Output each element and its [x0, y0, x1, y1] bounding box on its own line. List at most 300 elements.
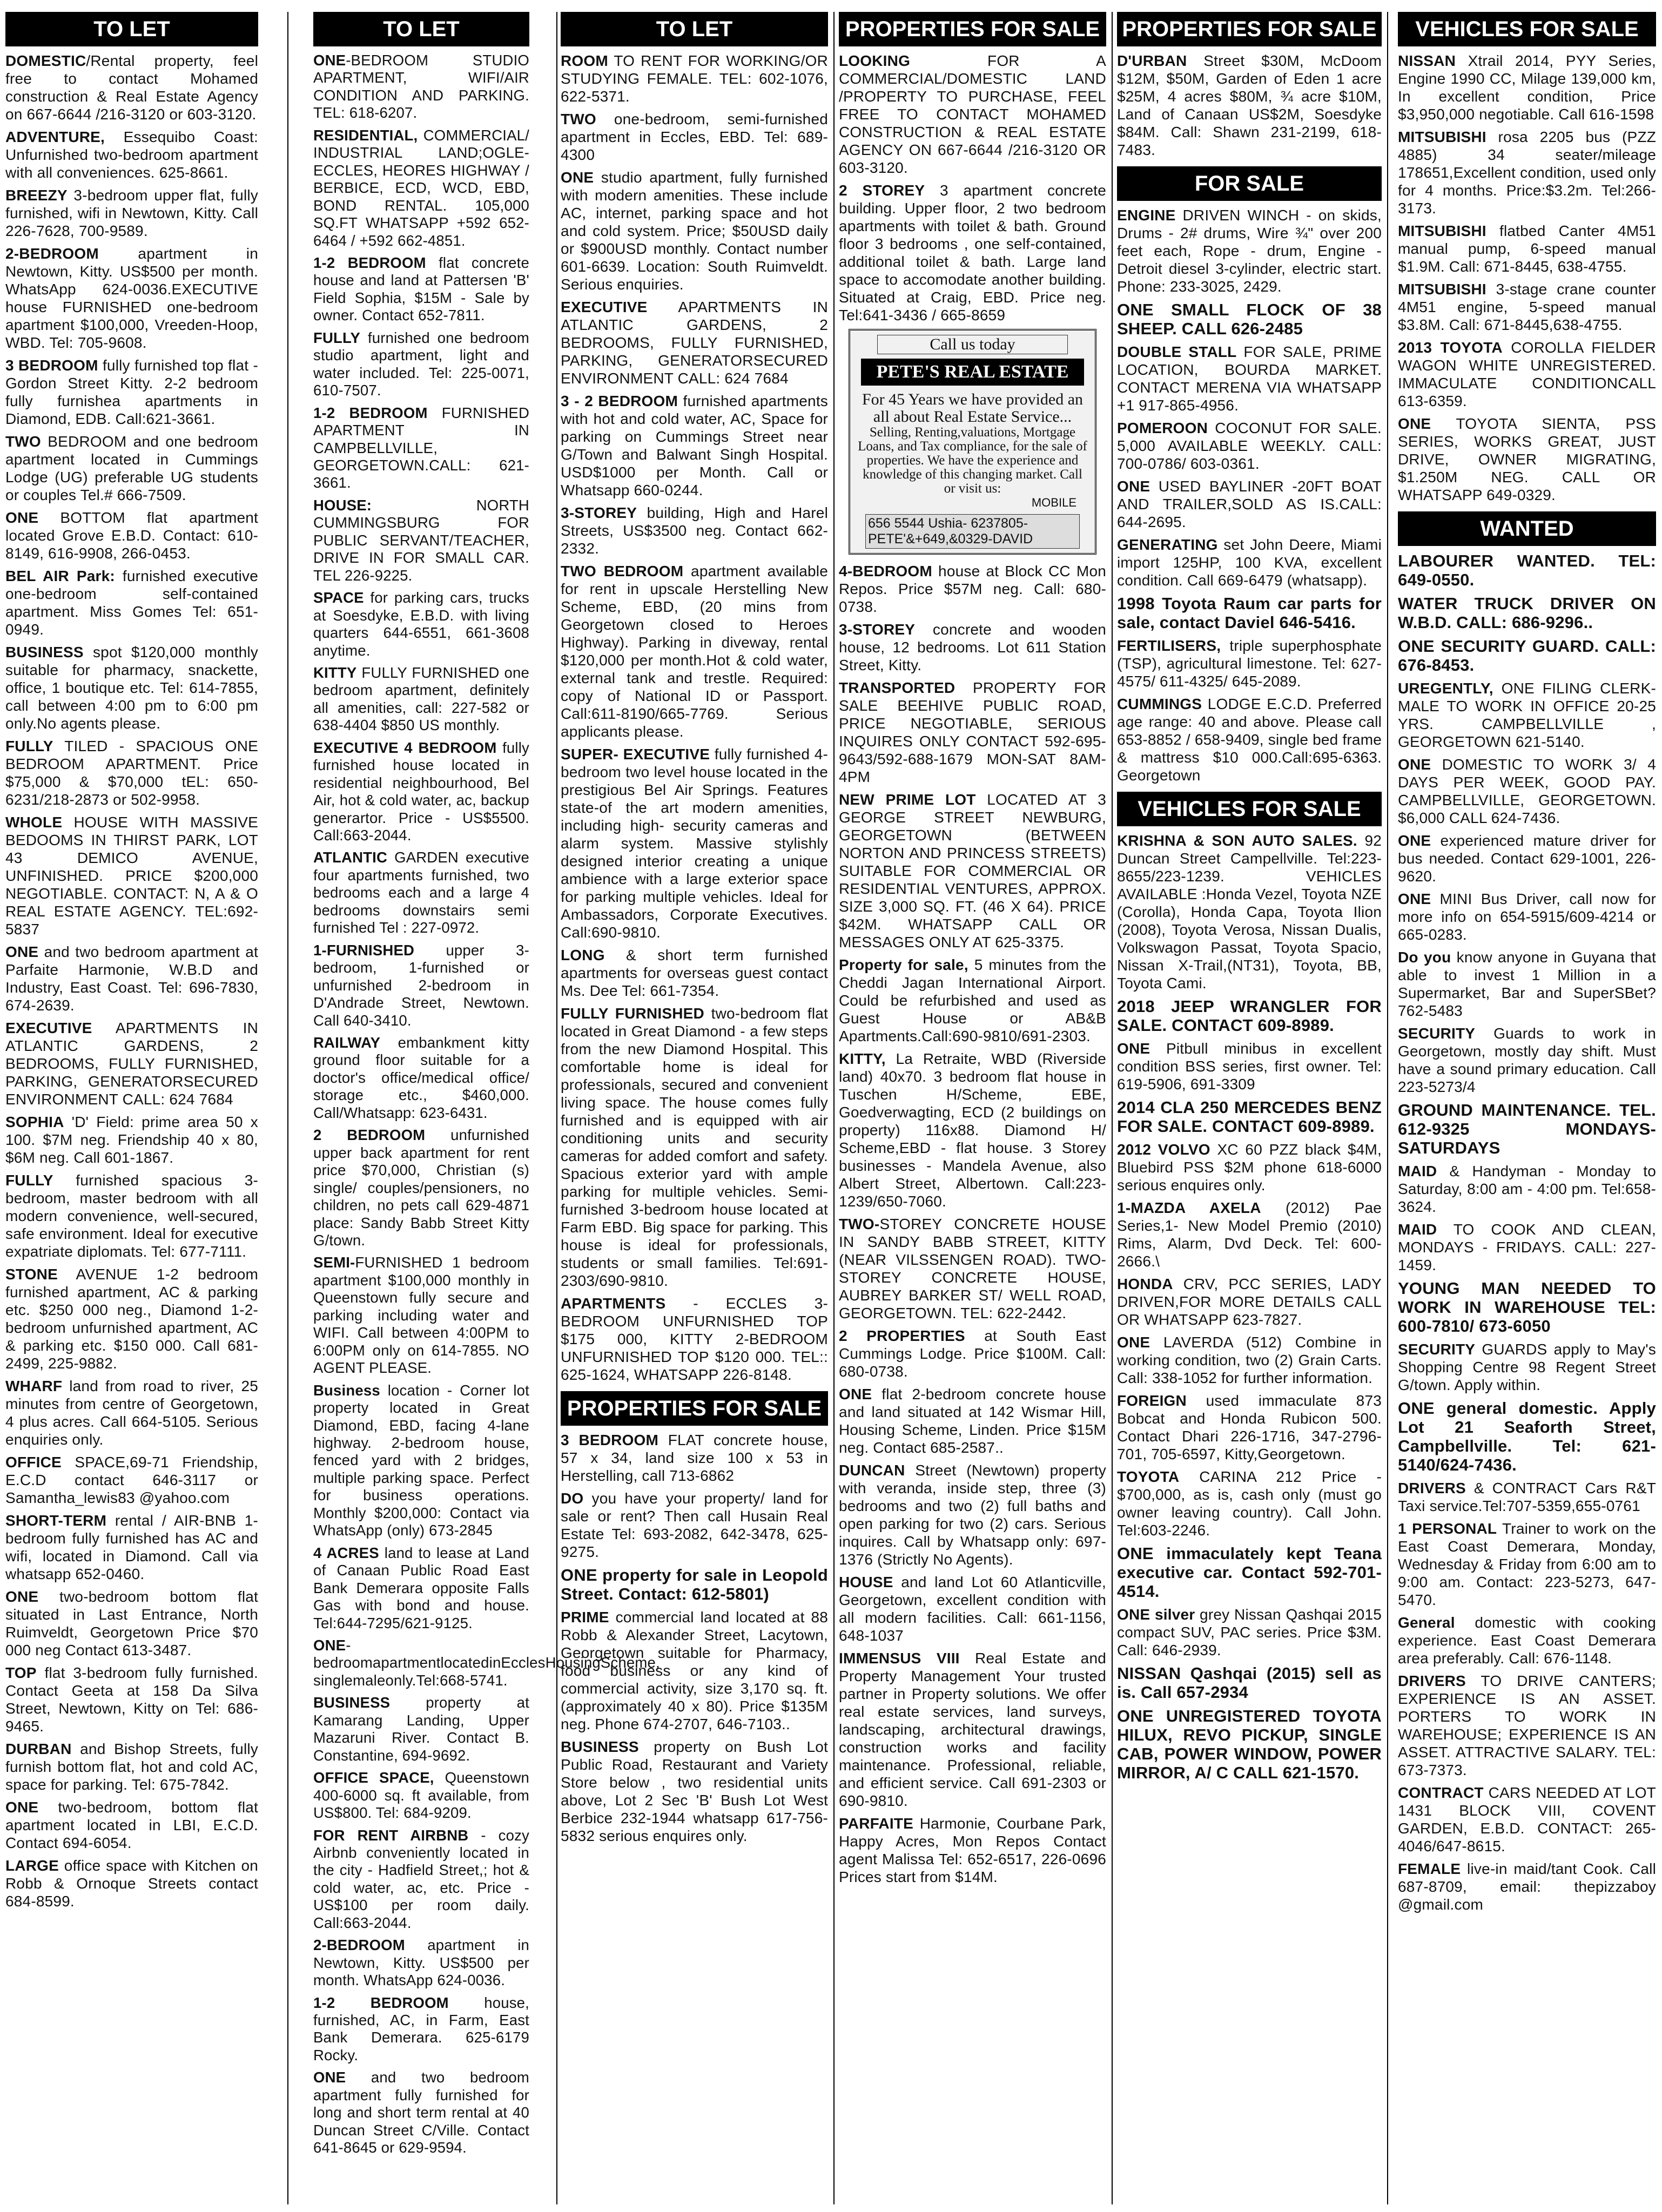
ad-lead-text: ONE	[1117, 478, 1150, 495]
classified-ad	[1398, 1024, 1656, 1096]
classified-ad	[561, 1004, 828, 1290]
ad-body-text: embankment kitty ground floor suitable for a doctor's office/medical office/ storage etc., $460,000. Call/Whatsapp: 623-6431.	[313, 1034, 529, 1121]
ad-lead-text: STONE	[5, 1266, 58, 1283]
column-to-let-1	[5, 12, 258, 2204]
ad-lead-text: UREGENTLY,	[1398, 680, 1493, 697]
ad-lead-text: TOP	[5, 1664, 37, 1681]
classified-ad	[5, 433, 258, 504]
ad-body-text: experienced mature driver for bus needed. Contact 629-1001, 226-9620.	[1398, 832, 1656, 885]
classified-ad	[313, 2069, 529, 2156]
classified-ad	[1117, 594, 1382, 632]
classified-ad	[1117, 695, 1382, 784]
classified-ad	[313, 1545, 529, 1632]
ad-contact-numbers: 656 5544 Ushia- 6237805- PETE'&+649,&0329-DAVID	[865, 514, 1080, 549]
ad-body-text: For 45 Years we have provided an all about Real Estate Service...	[862, 390, 1084, 426]
classified-ad	[313, 127, 529, 249]
ad-body-text: - cozy Airbnb conveniently located in the city - Hadfield Street,; hot & cold water, ac, etc. Price - US$100 per room daily. Call:663-2044.	[313, 1826, 529, 1931]
ad-lead-text: NEW PRIME LOT	[839, 791, 976, 808]
classified-ad	[839, 956, 1106, 1045]
ad-body-text: flat concrete house and land at Pattersen 'B' Field Sophia, $15M - Sale by owner. Contact 652-7811.	[313, 254, 529, 324]
ad-body-text: Guards to work in Georgetown, mostly day shift. Must have a sound primary education. Call 223-5273/4	[1398, 1025, 1656, 1095]
classified-ad	[5, 356, 258, 428]
classified-ad	[5, 737, 258, 808]
ad-body-text: fully furnished 4-bedroom two level house located in the prestigious Bel Air Springs. Features state-of the art modern amenities, including high- security cameras and alarm system. Massive stylishly designed interior creating a unique ambience with a large exterior space for parking multiple vehicles. Ideal for Ambassadors, Corporate Executives. Call:690-9810.	[561, 746, 828, 941]
section-header: TO LET	[5, 12, 258, 46]
ad-lead-text: SEMI-	[313, 1254, 355, 1271]
classified-ad	[1117, 477, 1382, 531]
classified-ad	[1117, 300, 1382, 338]
section-header: WANTED	[1398, 511, 1656, 546]
ad-body-text: commercial land located at 88 Robb & Alexander Street, Lacytown, Georgetown suitable for Pharmacy, food business or any kind of commercial activity, size 3,170 sq. ft. (approximately 40 x 80). Price $135M neg. Phone 674-2707, 646-7103..	[561, 1609, 828, 1732]
ad-body-text: Xtrail 2014, PYY Series, Engine 1990 CC, Milage 139,000 km, In excellent condition, Price $3,950,000 negotiable. Call 616-1598	[1398, 52, 1656, 123]
classified-ad	[561, 1489, 828, 1561]
classified-ad	[839, 679, 1106, 786]
ad-lead-text: ONE SECURITY GUARD. CALL: 676-8453.	[1398, 637, 1656, 675]
ad-body-text: rental / AIR-BNB 1-bedroom fully furnished has AC and wifi, located in Diamond. Call via whatsapp 652-0460.	[5, 1512, 258, 1582]
ad-body-text: location - Corner lot property located in Great Diamond, EBD, facing 4-lane highway. 2-bedroom house, fenced yard with 2 bridges, multiple parking space. Perfect for business operations. Monthly $200,000: Contact via WhatsApp (only) 673-2845	[313, 1381, 529, 1539]
ad-body-text: COCONUT FOR SALE. 5,000 AVAILABLE WEEKLY. CALL: 700-0786/ 603-0361.	[1117, 420, 1382, 472]
ad-body-text: triple superphosphate (TSP), agricultural limestone. Tel: 627-4575/ 611-4325/ 645-2089.	[1117, 637, 1382, 690]
ad-lead-text: LOOKING	[839, 52, 911, 69]
ad-lead-text: 2 STOREY	[839, 182, 925, 199]
classified-ad	[1398, 1860, 1656, 1913]
ad-lead-text: MITSUBISHI	[1398, 129, 1486, 145]
classified-ad	[1117, 206, 1382, 295]
ad-body-text: office space with Kitchen on Robb & Ornoque Streets contact 684-8599.	[5, 1857, 258, 1910]
ad-lead-text: NISSAN Qashqai (2015) sell as is. Call 657-2934	[1117, 1664, 1382, 1702]
ad-lead-text: 1998 Toyota Raum car parts for sale, contact Daviel 646-5416.	[1117, 594, 1382, 632]
classified-ad	[1117, 52, 1382, 159]
ad-body-text: one-bedroom, semi-furnished apartment in Eccles, EBD. Tel: 689-4300	[561, 111, 828, 163]
ad-lead-text: 1-2 BEDROOM	[313, 1994, 449, 2011]
ad-body-text: DRIVEN WINCH - on skids, Drums - 2# drums, Wire ¾" over 200 feet each, Rope - drum, Engine - Detroit diesel 3-cylinder, electric start. Phone: 233-3025, 2429.	[1117, 207, 1382, 295]
ad-body-text: BOTTOM flat apartment located Grove E.B.D. Contact: 610-8149, 616-9908, 266-0453.	[5, 509, 258, 562]
classified-ad	[1398, 415, 1656, 504]
ad-body-text: COROLLA FIELDER WAGON WHITE UNREGISTERED. IMMACULATE CONDITIONCALL 613-6359.	[1398, 339, 1656, 409]
ad-body-text: for parking cars, trucks at Soesdyke, E.B.D. with living quarters 644-6551, 661-3608 anytime.	[313, 589, 529, 659]
classified-ad	[561, 562, 828, 740]
ad-lead-text: FOR RENT AIRBNB	[313, 1826, 469, 1844]
classified-ad	[1398, 339, 1656, 410]
classified-ad	[1117, 637, 1382, 690]
ad-lead-text: EXECUTIVE	[561, 299, 648, 315]
ad-body-text: set John Deere, Miami import 125HP, 100 KVA, excellent condition. Call 669-6479 (whatsapp).	[1117, 536, 1382, 589]
classified-ad	[561, 392, 828, 499]
ad-body-text: furnished spacious 3-bedroom, master bedroom with all modern convenience, well-secured, safe environment. Ideal for executive expatriate diplomats. Tel: 677-7111.	[5, 1172, 258, 1260]
classified-ad	[839, 1649, 1106, 1810]
classified-ad	[1398, 832, 1656, 885]
ad-body-text: Real Estate and Property Management Your trusted partner in Property solutions. We offer real estate services, land surveys, landscaping, architectural drawings, construction works and facility maintenance. Professional, reliable, and efficient service. Call 691-2303 or 690-9810.	[839, 1650, 1106, 1809]
ad-lead-text: EXECUTIVE	[5, 1020, 92, 1036]
classified-ad	[1117, 343, 1382, 414]
classified-ad	[1117, 832, 1382, 992]
classified-ad	[1398, 1279, 1656, 1336]
ad-body-text: rosa 2205 bus (PZZ 4885) 34 seater/mileage 178651,Excellent condition, used only for 4 months. Price:$3.2m. Tel:266-3173.	[1398, 129, 1656, 217]
ad-body-text: spot $120,000 monthly suitable for pharmacy, snackette, office, 1 boutique etc. Tel: 614-7855, call between 4:00 pm to 6:00 pm only.No agents please.	[5, 644, 258, 732]
classified-ad	[1117, 419, 1382, 473]
ad-body-text: /Rental property, feel free to contact Mohamed construction & Real Estate Agency on 667-6644 /216-3120 or 603-3120.	[5, 52, 258, 123]
ad-lead-text: ONE	[5, 1588, 39, 1605]
ad-body-text: and land Lot 60 Atlanticville, Georgetown, excellent condition with all modern facilities. Call: 661-1156, 648-1037	[839, 1574, 1106, 1644]
ad-lead-text: ENGINE	[1117, 207, 1176, 224]
ad-body-text: building, High and Harel Streets, US$3500 neg. Contact 662-2332.	[561, 504, 828, 557]
classified-ad	[313, 1769, 529, 1822]
ad-lead-text: DRIVERS	[1398, 1673, 1466, 1689]
column-divider	[287, 12, 288, 2204]
classified-ad	[1117, 1392, 1382, 1463]
ad-body-text: Queenstown 400-6000 sq. ft available, from US$800. Tel: 684-9209.	[313, 1769, 530, 1822]
ad-lead-text: 2018 JEEP WRANGLER FOR SALE. CONTACT 609-8989.	[1117, 997, 1382, 1035]
ad-lead-text: ONE silver	[1117, 1606, 1195, 1623]
classified-ad	[839, 1461, 1106, 1568]
ad-lead-text: 3-STOREY	[561, 504, 637, 521]
classified-ad	[5, 1740, 258, 1793]
ad-body-text: house at Block CC Mon Repos. Price $57M neg. Call: 680-0738.	[839, 563, 1106, 615]
classified-ad	[561, 1566, 828, 1603]
classified-ad	[1117, 1664, 1382, 1702]
column-divider	[1387, 12, 1388, 2204]
ad-body-text: upper 3-bedroom, 1-furnished or unfurnished 2-bedroom in D'Andrade Street, Newtown. Call 640-3410.	[313, 941, 529, 1029]
ad-lead-text: GENERATING	[1117, 536, 1218, 553]
ad-lead-text: 1-2 BEDROOM	[313, 404, 428, 421]
ad-lead-text: SUPER- EXECUTIVE	[561, 746, 710, 763]
ad-body-text: unfurnished upper back apartment for rent price $70,000, Christian (s) single/ couples/pensioners, no children, no pets call 629-4871 place: Sandy Babb Street Kitty G/town.	[313, 1127, 529, 1249]
ad-lead-text: 4-BEDROOM	[839, 563, 932, 579]
classified-ad	[5, 509, 258, 562]
classified-ad	[5, 943, 258, 1014]
classified-ad	[5, 1265, 258, 1372]
classified-ad	[5, 52, 258, 123]
classified-ad	[1398, 1614, 1656, 1667]
ad-body-text: HOUSE WITH MASSIVE BEDOOMS IN THIRST PARK, LOT 43 DEMICO AVENUE, UNFINISHED. PRICE $200,000 NEGOTIABLE. CONTACT: N, A & O REAL ESTATE AGENCY. TEL:692-5837	[5, 814, 258, 938]
classified-ad	[313, 1994, 529, 2065]
ad-lead-text: ONE	[5, 943, 39, 960]
ad-body-text: FURNISHED APARTMENT IN CAMPBELLVILLE, GEORGETOWN.CALL: 621-3661.	[313, 404, 530, 491]
section-header: PROPERTIES FOR SALE	[561, 1391, 828, 1426]
ad-body-text: 3 apartment concrete building. Upper floor, 2 two bedroom apartments with toilet & bath. Ground floor 3 bedrooms , one self-contained, additional toilet & bath. Large land space to accomodate another building. Situated at Craig, EBD. Price neg. Tel:641-3436 / 665-8659	[839, 182, 1107, 323]
ad-lead-text: SECURITY	[1398, 1341, 1476, 1358]
classified-ad	[5, 1377, 258, 1448]
ad-lead-text: 1-MAZDA AXELA	[1117, 1199, 1261, 1216]
classified-ad	[5, 567, 258, 638]
ad-body-text: TOYOTA SIENTA, PSS SERIES, WORKS GREAT, JUST DRIVE, OWNER MIGRATING, $1.250M NEG. CALL OR WHATSAPP 649-0329.	[1398, 415, 1656, 503]
classified-ad	[561, 1738, 828, 1845]
ad-lead-text: ONE	[313, 2069, 346, 2086]
section-header: VEHICLES FOR SALE	[1117, 792, 1382, 826]
classified-ad	[561, 946, 828, 1000]
classified-ad	[313, 739, 529, 845]
classified-ad	[561, 52, 828, 105]
ad-body-text: DOMESTIC TO WORK 3/ 4 DAYS PER WEEK, GOOD PAY. CAMPBELLVILLE, GEORGETOWN. $6,000 CALL 624-7436.	[1398, 756, 1656, 826]
ad-body-text: TO RENT FOR WORKING/OR STUDYING FEMALE. TEL: 602-1076, 622-5371.	[561, 52, 828, 105]
classified-ad	[5, 186, 258, 240]
classified-ad	[313, 1254, 529, 1377]
classified-ad	[1117, 1333, 1382, 1387]
ad-body-text: 3-bedroom upper flat, fully furnished, wifi in Newtown, Kitty. Call 226-7628, 700-9589.	[5, 187, 258, 239]
petes-real-estate-ad	[849, 329, 1096, 555]
classified-ad	[1117, 997, 1382, 1035]
ad-body-text: two-bedroom flat located in Great Diamond - a few steps from the new Diamond Hospital. This comfortable home is ideal for professionals, secured and convenient living space. The house comes fully furnished and is equipped with air conditioning units and security cameras for added comfort and safety. Spacious exterior yard with ample parking for multiple vehicles. Semi- furnished 3-bedroom house located at Farm EBD. Big space for parking. This house is ideal for professionals, students or small families. Tel:691-2303/690-9810.	[561, 1005, 829, 1289]
classified-ad	[5, 1019, 258, 1108]
classified-ad	[1117, 1468, 1382, 1539]
ad-lead-text: TWO	[5, 433, 41, 450]
ad-lead-text: LARGE	[5, 1857, 59, 1874]
classified-ad	[5, 1113, 258, 1166]
ad-body-text: furnished one bedroom studio apartment, light and water included. Tel: 225-0071, 610-7507.	[313, 329, 529, 399]
ad-lead-text: 2 BEDROOM	[313, 1127, 426, 1144]
ad-lead-text: MAID	[1398, 1221, 1437, 1238]
ad-body-text: -bedroomapartmentlocatedinEcclesHousingScheme, singlemaleonly.Tel:668-5741.	[313, 1636, 660, 1689]
classified-ad	[1398, 280, 1656, 334]
ad-body-text: & short term furnished apartments for overseas guest contact Ms. Dee Tel: 661-7354.	[561, 947, 828, 999]
ad-lead-text: HONDA	[1117, 1276, 1173, 1292]
ad-lead-text: FEMALE	[1398, 1860, 1461, 1877]
classified-ad	[1117, 1098, 1382, 1136]
column-to-let-3	[561, 12, 828, 2204]
ad-lead-text: KITTY	[313, 664, 357, 681]
ad-body-text: CARINA 212 Price - $700,000, as is, cash only (must go owner leaving country). Call John. Tel:603-2246.	[1117, 1468, 1382, 1539]
ad-lead-text: MAID	[1398, 1163, 1437, 1179]
ad-body-text: SPACE,69-71 Friendship, E.C.D contact 646-3117 or Samantha_lewis83 @yahoo.com	[5, 1454, 258, 1506]
ad-body-text: used immaculate 873 Bobcat and Honda Rubicon 500. Contact Dhari 226-1716, 347-2796-701, 705-6597, Kitty,Georgetown.	[1117, 1392, 1382, 1462]
ad-lead-text: DUNCAN	[839, 1462, 905, 1479]
classified-ad	[1398, 1399, 1656, 1474]
classified-ad	[313, 254, 529, 325]
classified-ad	[313, 329, 529, 400]
ad-body-text: NORTH CUMMINGSBURG FOR PUBLIC SERVANT/TEACHER, DRIVE IN FOR SMALL CAR. TEL 226-9225.	[313, 496, 529, 584]
ad-body-text: studio apartment, fully furnished with modern amenities. These include AC, internet, parking space and hot and cold system. Price; $50USD daily or $900USD monthly. Contact number 601-6639. Location: South Ruimveldt. Serious enquiries.	[561, 169, 828, 293]
ad-body-text: flat 3-bedroom fully furnished. Contact Geeta at 158 Da Silva Street, Newtown, Kitty on Tel: 686-9465.	[5, 1664, 258, 1735]
ad-body-text: PROPERTY FOR SALE BEEHIVE PUBLIC ROAD, PRICE NEGOTIABLE, SERIOUS INQUIRES ONLY CONTACT 592-695-9643/592-688-1679 MON-SAT 8AM-4PM	[839, 679, 1106, 785]
classified-ad	[313, 497, 529, 584]
ad-lead-text: 2013 TOYOTA	[1398, 339, 1503, 356]
classified-ad	[5, 813, 258, 938]
ad-lead-text: ONE	[5, 509, 39, 526]
ad-lead-text: ONE UNREGISTERED TOYOTA HILUX, REVO PICKUP, SINGLE CAB, POWER WINDOW, POWER MIRROR, A/ C CALL 621-1570.	[1117, 1707, 1382, 1782]
ad-lead-text: Do you	[1398, 949, 1451, 966]
ad-lead-text: 1-FURNISHED	[313, 941, 415, 959]
ad-body-text: FLAT concrete house, 57 x 34, land size 100 x 53 in Herstelling, call 713-6862	[561, 1432, 828, 1484]
classified-ad	[839, 1050, 1106, 1210]
ad-body-text: CRV, PCC SERIES, LADY DRIVEN,FOR MORE DETAILS CALL OR WHATSAPP 623-7827.	[1117, 1276, 1382, 1328]
ad-body-text: TO DRIVE CANTERS; EXPERIENCE IS AN ASSET. PORTERS TO WORK IN WAREHOUSE; EXPERIENCE IS AN ASSET. ATTRACTIVE SALARY. TEL: 673-7373.	[1398, 1673, 1656, 1778]
classified-ad	[839, 1215, 1106, 1322]
ad-body-text: XC 60 PZZ black $4M, Bluebird PSS $2M phone 618-6000 serious enquires only.	[1117, 1141, 1382, 1193]
ad-lead-text: ATLANTIC	[313, 849, 388, 866]
classified-ad	[313, 664, 529, 734]
classified-ad	[1398, 637, 1656, 675]
ad-lead-text: FULLY	[5, 1172, 53, 1189]
classified-ad	[1398, 222, 1656, 275]
ad-lead-text: GROUND MAINTENANCE. TEL. 612-9325 MONDAYS-SATURDAYS	[1398, 1101, 1656, 1157]
ad-lead-text: APARTMENTS	[561, 1295, 666, 1312]
ad-lead-text: ONE	[1398, 415, 1431, 432]
classified-ad	[5, 1857, 258, 1910]
ad-lead-text: ROOM	[561, 52, 608, 69]
ad-body-text: you have your property/ land for sale or rent? Then call Husain Real Estate Tel: 693-2082, 642-3478, 625-9275.	[561, 1490, 828, 1560]
ad-lead-text: 1 PERSONAL	[1398, 1520, 1497, 1537]
ad-lead-text: DOUBLE STALL	[1117, 343, 1237, 360]
classified-ad	[5, 643, 258, 732]
ad-body-text: ONE FILING CLERK- MALE TO WORK IN OFFICE 20-25 YRS. CAMPBELLVILLE , GEORGETOWN 621-5140.	[1398, 680, 1656, 750]
ad-lead-text: BEL AIR Park:	[5, 568, 115, 584]
ad-body-text: APARTMENTS IN ATLANTIC GARDENS, 2 BEDROOMS, FULLY FURNISHED, PARKING, GENERATORSECURED ENVIRONMENT CALL: 624 7684	[5, 1020, 258, 1108]
ad-lead-text: 2-BEDROOM	[313, 1937, 405, 1954]
ad-lead-text: SECURITY	[1398, 1025, 1476, 1042]
ad-lead-text: MITSUBISHI	[1398, 222, 1486, 239]
ad-lead-text: SOPHIA	[5, 1114, 64, 1130]
classified-ad	[1117, 1141, 1382, 1194]
ad-lead-text: OFFICE	[5, 1454, 62, 1471]
ad-lead-text: ONE	[839, 1386, 872, 1402]
classified-ad	[1117, 1040, 1382, 1093]
classified-ad	[1398, 1520, 1656, 1609]
classified-ad	[561, 110, 828, 164]
ad-lead-text: PRIME	[561, 1609, 609, 1626]
ad-lead-text: IMMENSUS VIII	[839, 1650, 960, 1667]
ad-lead-text: 3 BEDROOM	[561, 1432, 659, 1448]
ad-body-text: Street $30M, McDoom $12M, $50M, Garden of Eden 1 acre $25M, 4 acres $80M, ¾ acre $10M, Land of Canaan US$2M, Soesdyke $84M. Call: Shawn 231-2199, 618-7483.	[1117, 52, 1382, 158]
ad-body-text: -BEDROOM STUDIO APARTMENT, WIFI/AIR CONDITION AND PARKING. TEL: 618-6207.	[313, 52, 529, 122]
ad-body-text: property on Bush Lot Public Road, Restaurant and Variety Store below , two residential units above, Lot 2 Sec 'B' Bush Lot West Berbice 232-1944 whatsapp 617-756-5832 serious enquires only.	[561, 1738, 828, 1844]
ad-body-text: two-bedroom, bottom flat apartment located in LBI, E.C.D. Contact 694-6054.	[5, 1799, 258, 1851]
ad-lead-text: 2012 VOLVO	[1117, 1141, 1210, 1158]
column-divider	[833, 12, 835, 2204]
ad-lead-text: FULLY FURNISHED	[561, 1005, 704, 1022]
ad-lead-text: BUSINESS	[561, 1738, 639, 1755]
ad-lead-text: BREEZY	[5, 187, 68, 204]
ad-lead-text: DRIVERS	[1398, 1480, 1466, 1496]
ad-lead-text: DOMESTIC	[5, 52, 86, 69]
ad-body-text: apartment in Newtown, Kitty. US$500 per month. WhatsApp 624-0036.	[313, 1937, 529, 1989]
classified-ad	[839, 181, 1106, 324]
ad-body-text: APARTMENTS IN ATLANTIC GARDENS, 2 BEDROOMS, FULLY FURNISHED, PARKING, GENERATORSECURED ENVIRONMENT CALL: 624 7684	[561, 299, 828, 387]
ad-body-text: LOCATED AT 3 GEORGE STREET NEWBURG, GEORGETOWN (BETWEEN NORTON AND PRINCESS STREETS) SUITABLE FOR COMMERCIAL OR RESIDENTIAL VENTURES, APPROX. SIZE 3,000 SQ. FT. (46 X 64). PRICE $42M. WHATSAPP CALL OR MESSAGES ONLY AT 625-3375.	[839, 791, 1106, 950]
ad-lead-text: 4 ACRES	[313, 1544, 379, 1561]
column-vehicles-and-wanted	[1398, 12, 1656, 2204]
ad-body-text: CARS NEEDED AT LOT 1431 BLOCK VIII, COVENT GARDEN, E.B.D. CONTACT: 265-4046/647-8615.	[1398, 1784, 1656, 1854]
classified-ad	[1398, 1101, 1656, 1157]
ad-body-text: property at Kamarang Landing, Upper Mazaruni River. Contact B. Constantine, 694-9692.	[313, 1694, 529, 1764]
ad-lead-text: 2014 CLA 250 MERCEDES BENZ FOR SALE. CONTACT 609-8989.	[1117, 1098, 1382, 1136]
classified-ad	[5, 128, 258, 181]
classified-ad	[1398, 679, 1656, 751]
classified-ad	[1398, 1784, 1656, 1855]
ad-lead-text: RESIDENTIAL,	[313, 126, 418, 144]
classified-ad	[1398, 1220, 1656, 1274]
classified-ad	[5, 1588, 258, 1659]
ad-lead-text: TWO BEDROOM	[561, 563, 684, 579]
ad-lead-text: TOYOTA	[1117, 1468, 1180, 1485]
ad-lead-text: NISSAN	[1398, 52, 1456, 69]
ad-lead-text: SHORT-TERM	[5, 1512, 107, 1529]
ad-lead-text: 2 PROPERTIES	[839, 1327, 965, 1344]
ad-lead-text: HOUSE:	[313, 496, 372, 514]
classified-ad	[1398, 551, 1656, 589]
ad-body-text: concrete and wooden house, 12 bedrooms. Lot 611 Station Street, Kitty.	[839, 621, 1106, 673]
ad-lead-text: ADVENTURE,	[5, 129, 105, 145]
classified-ad	[313, 942, 529, 1029]
classified-ad	[313, 1382, 529, 1540]
section-header: PROPERTIES FOR SALE	[1117, 12, 1382, 46]
classified-ad	[313, 1636, 660, 1689]
petes-real-estate-logo: PETE'S REAL ESTATE	[861, 359, 1084, 386]
ad-body-text: flat 2-bedroom concrete house and land situated at 142 Wismar Hill, Housing Scheme, Linden. Price $15M neg. Contact 685-2587..	[839, 1386, 1106, 1456]
ad-lead-text: RAILWAY	[313, 1034, 381, 1051]
ad-body-text: fully furnished house located in residential neighbourhood, Bel Air, hot & cold water, ac, backup generartor. Price - US$5500. Call:663-2044.	[313, 739, 529, 844]
ad-body-text: apartment available for rent in upscale Herstelling New Scheme, EBD, (20 mins from Georgetown closed to Heroes Highway). Parking in diveway, rental $120,000 per month.Hot & cold water, external tank and trestle. Required: copy of National ID or Passport. Call:611-8190/665-7769. Serious applicants please.	[561, 563, 828, 740]
classified-ad	[561, 1294, 828, 1384]
ad-body-text: COMMERCIAL/ INDUSTRIAL LAND;OGLE-ECCLES, HEORES HIGHWAY / BERBICE, ECD, WCD, EBD, BOND RENTAL. 105,000 SQ.FT WHATSAPP +592 652-6464 / +592 662-4851.	[313, 126, 529, 249]
ad-lead-text: ONE	[313, 52, 346, 69]
ad-body-text: grey Nissan Qashqai 2015 compact SUV, PAC series. Price $3M. Call: 646-2939.	[1117, 1606, 1382, 1658]
ad-body-text: domestic with cooking experience. East Coast Demerara area preferably. Call: 676-1148.	[1398, 1614, 1656, 1667]
ad-lead-text: ONE	[5, 1799, 39, 1816]
ad-body-text: land to lease at Land of Canaan Public Road East Bank Demerara opposite Falls Gas with bond and house. Tel:644-7295/621-9125.	[313, 1544, 529, 1631]
ad-lead-text: FULLY	[313, 329, 361, 346]
ad-body-text: Essequibo Coast: Unfurnished two-bedroom apartment with all conveniences. 625-8661.	[5, 129, 258, 181]
classified-ad	[313, 1034, 529, 1122]
classified-ad	[839, 562, 1106, 616]
classified-ad	[839, 52, 1106, 177]
ad-lead-text: FOREIGN	[1117, 1392, 1187, 1409]
classified-ad	[1398, 1479, 1656, 1515]
mobile-label: MOBILE	[1031, 496, 1076, 509]
ad-body-text: Pitbull minibus in excellent condition BSS series, first owner. Tel: 619-5906, 691-3309	[1117, 1040, 1382, 1092]
section-header: TO LET	[561, 12, 828, 46]
ad-body-text: USED BAYLINER -20FT BOAT AND TRAILER,SOLD AS IS.CALL: 644-2695.	[1117, 478, 1382, 530]
ad-lead-text: WATER TRUCK DRIVER ON W.B.D. CALL: 686-9296..	[1398, 594, 1656, 632]
column-properties-for-sale-1	[839, 12, 1106, 2204]
ad-lead-text: General	[1398, 1614, 1455, 1631]
classified-ad	[5, 1664, 258, 1735]
classified-ad	[313, 52, 529, 122]
ad-lead-text: MITSUBISHI	[1398, 281, 1486, 298]
ad-lead-text: TRANSPORTED	[839, 679, 956, 696]
ad-body-text: MINI Bus Driver, call now for more info on 654-5915/609-4214 or 665-0283.	[1398, 891, 1656, 943]
classified-ad	[839, 1573, 1106, 1644]
ad-lead-text: ONE	[1398, 756, 1431, 773]
classified-ad	[839, 1327, 1106, 1380]
ad-lead-text: KITTY,	[839, 1050, 886, 1067]
ad-body-text: live-in maid/tant Cook. Call 687-8709, email: thepizzaboy @gmail.com	[1398, 1860, 1656, 1913]
ad-body-text: & Handyman - Monday to Saturday, 8:00 am - 4:00 pm. Tel:658-3624.	[1398, 1163, 1656, 1215]
classified-ad	[313, 1827, 529, 1932]
ad-lead-text: WHOLE	[5, 814, 63, 831]
ad-body-text: Street (Newtown) property with veranda, inside step, three (3) bedrooms and two (2) full baths and open parking for two (2) cars. Serious inquires. Call by Whatsapp only: 697-1376 (Strictly No Agents).	[839, 1462, 1106, 1568]
ad-body-text: Trainer to work on the East Coast Demerara, Monday, Wednesday & Friday from 6:00 am to 9:00 am. Contact: 223-5273, 647-5470.	[1398, 1520, 1656, 1608]
column-properties-for-sale-2	[1117, 12, 1382, 2204]
ad-body-text: LODGE E.C.D. Preferred age range: 40 and above. Please call 653-8852 / 658-9409, single bed frame & mattress $10 000.Call:695-6363. Georgetown	[1117, 696, 1382, 784]
classified-ad	[839, 791, 1106, 951]
ad-lead-text: TWO	[561, 111, 596, 127]
ad-body-text: at South East Cummings Lodge. Price $100M. Call: 680-0738.	[839, 1327, 1106, 1380]
classified-ad	[561, 1608, 828, 1733]
classified-ad	[1117, 1199, 1382, 1270]
ad-body-text: BEDROOM and one bedroom apartment located in Cummings Lodge (UG) preferable UG students or couples Tel.# 666-7509.	[5, 433, 258, 503]
classified-ad	[5, 1512, 258, 1583]
ad-body-text: LAVERDA (512) Combine in working condition, two (2) Grain Carts. Call: 338-1052 for further information.	[1117, 1334, 1382, 1386]
classified-ad	[313, 849, 529, 936]
ad-body-text: two-bedroom bottom flat situated in Last Entrance, North Ruimveldt, Georgetown Price $70 000 neg Contact 613-3487.	[5, 1588, 258, 1658]
ad-body-text: TILED - SPACIOUS ONE BEDROOM APARTMENT. Price $75,000 & $70,000 tEL: 650-6231/218-2873 or 502-9958.	[5, 738, 258, 808]
ad-body-text: STOREY CONCRETE HOUSE IN SANDY BABB STREET, KITTY (NEAR VILSSENGEN ROAD). TWO-STOREY CONCRETE HOUSE, AUBREY BARKER ST/ WELL ROAD, GEORGETOWN. TEL: 622-2442.	[839, 1216, 1106, 1321]
ad-body-text: 5 minutes from the Cheddi Jagan International Airport. Could be refurbished and used as Guest House or AB&B Apartments.Call:690-9810/691-2303.	[839, 956, 1106, 1044]
classified-ad	[1398, 1672, 1656, 1779]
classified-ad	[5, 1171, 258, 1260]
ad-lead-text: SPACE	[313, 589, 364, 606]
classified-ad	[313, 589, 529, 659]
